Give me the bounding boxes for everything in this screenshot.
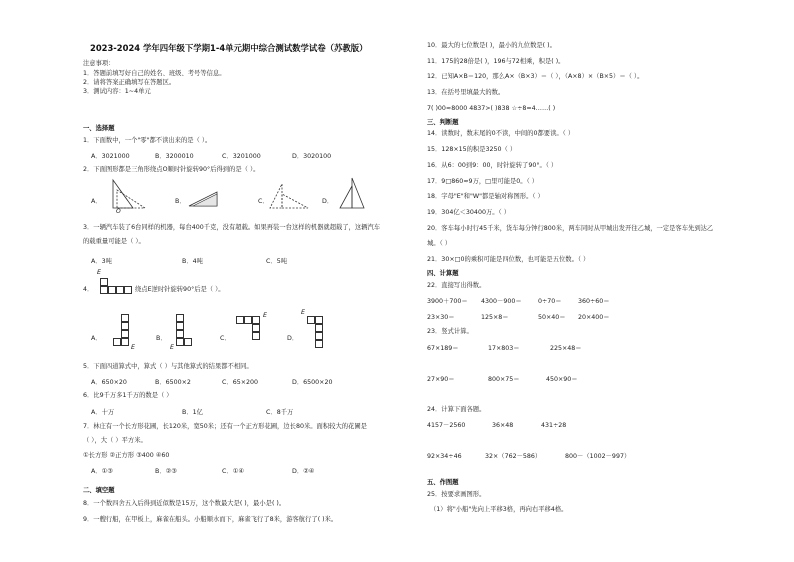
grid-cell xyxy=(100,286,108,294)
question-3-line-1: 3．一辆汽车装了6台同样的机器，每台400千克，没有超载。如果再装一台这样的机器就超载了，这辆汽车 xyxy=(83,224,381,231)
question-7-choices: ①长方形 ②正方形 ③400 ④60 xyxy=(83,452,170,459)
question-25: 25．按要求画图形。 xyxy=(427,491,486,498)
grid-cell xyxy=(176,330,184,338)
q4-option-a-label: A． xyxy=(91,335,102,342)
grid-cell xyxy=(184,338,192,346)
section-heading-fill: 二、填空题 xyxy=(83,487,115,494)
question-8: 8．一个数四舍五入后得到近似数是15万，这个数最大是( )，最小是( )。 xyxy=(83,500,286,507)
section-heading-judge: 三、判断题 xyxy=(427,119,459,126)
q4-option-d-label: D． xyxy=(287,335,299,342)
page-title: 2023-2024 学年四年级下学期1-4单元期中综合测试数学试卷（苏教版） xyxy=(90,43,368,53)
question-23: 23．竖式计算。 xyxy=(427,328,473,335)
q4-c-point-e: E xyxy=(263,312,267,319)
section-heading-calc: 四、计算题 xyxy=(427,270,459,277)
question-22: 22．直接写出得数。 xyxy=(427,282,486,289)
question-4-number: 4． xyxy=(83,286,94,293)
q3-option-b: B．4吨 xyxy=(182,258,203,265)
q3-option-c: C．5吨 xyxy=(266,258,287,265)
question-3-line-2: 的载重量可能是（ ）。 xyxy=(83,238,145,245)
q1-option-d: D．3020100 xyxy=(292,153,332,160)
question-6: 6．比9千万多1千万的数是（ ） xyxy=(83,392,173,399)
q5-option-b: B．6500×2 xyxy=(155,379,191,386)
question-14: 14．读数时，数末尾的0不读，中间的0都要读。（ ） xyxy=(427,130,575,137)
grid-cell xyxy=(176,314,184,322)
q2-option-a-figure xyxy=(103,178,151,216)
question-18: 18．字母"E"和"W"都是轴对称图形。（ ） xyxy=(427,193,544,200)
q23-item: 27×90＝ xyxy=(427,376,455,383)
q1-option-c: C．3201000 xyxy=(222,153,261,160)
grid-cell xyxy=(100,278,108,286)
question-24: 24．计算下面各题。 xyxy=(427,406,486,413)
grid-cell xyxy=(252,332,260,340)
notes-heading: 注意事项： xyxy=(83,60,115,67)
grid-cell xyxy=(315,332,323,340)
question-13: 13．在括号里填最大的数。 xyxy=(427,89,505,96)
question-5: 5．下面四道算式中，算式（ ）与其他算式的结果都不相同。 xyxy=(83,363,253,370)
grid-cell xyxy=(121,330,129,338)
q4-b-point-e: E xyxy=(170,344,174,351)
question-10: 10．最大的七位数是( )，最小的九位数是( )。 xyxy=(427,42,556,49)
q22-item: 23×30＝ xyxy=(427,314,455,321)
section-heading-draw: 五、作图题 xyxy=(427,479,459,486)
q4-a-point-e: E xyxy=(131,344,135,351)
q2-option-b-label: B． xyxy=(175,198,186,205)
grid-cell xyxy=(236,316,244,324)
grid-cell xyxy=(116,286,124,294)
grid-cell xyxy=(252,316,260,324)
q22-item: 125×8＝ xyxy=(481,314,509,321)
q7-option-d: D．②④ xyxy=(292,468,315,475)
grid-cell xyxy=(315,324,323,332)
question-4: 绕点E逆时针旋转90°后是（ ）。 xyxy=(135,286,225,293)
q22-item: 20×400＝ xyxy=(578,314,610,321)
question-25-sub: （1）将"小船"先向上平移3格，再向右平移4格。 xyxy=(430,506,568,513)
question-15: 15．128×15的积是3250（ ） xyxy=(427,146,517,153)
grid-cell xyxy=(121,338,129,346)
q1-option-a: A．3021000 xyxy=(91,153,130,160)
q23-item: 225×48＝ xyxy=(550,345,582,352)
q6-option-c: C．8千万 xyxy=(266,409,294,416)
q2-option-d-label: D． xyxy=(322,198,334,205)
question-9: 9．一艘行船，在甲板上，麻雀在船头。小船顺水而下，麻雀飞行了8米，游客航行了( )米。 xyxy=(83,516,338,523)
q22-item: 360÷60＝ xyxy=(578,298,610,305)
q24-item: 32×（762－586） xyxy=(485,453,542,460)
notes-item: 3．测试内容：1~4单元 xyxy=(83,88,151,95)
q6-option-a: A．十万 xyxy=(91,409,115,416)
q24-item: 4157－2560 xyxy=(427,422,466,429)
q4-option-b-label: B． xyxy=(156,335,167,342)
q22-item: 4300－900＝ xyxy=(481,298,522,305)
grid-cell xyxy=(124,286,132,294)
grid-cell xyxy=(252,324,260,332)
q5-option-c: C．65×200 xyxy=(222,379,259,386)
q24-item: 800－（1002－997） xyxy=(565,453,631,460)
question-11: 11．175的28倍是( )，196与72相乘，积是( )。 xyxy=(427,58,565,65)
q7-option-a: A．①③ xyxy=(91,468,113,475)
q24-item: 92×34÷46 xyxy=(427,453,462,460)
q4-d-point-e: E xyxy=(301,309,305,316)
q2-option-d-figure xyxy=(334,176,370,216)
q2-option-c-figure xyxy=(268,180,314,214)
q24-item: 36×48 xyxy=(492,422,514,429)
q22-item: 3900＋700＝ xyxy=(427,298,468,305)
q24-item: 431÷28 xyxy=(541,422,567,429)
grid-cell xyxy=(108,286,116,294)
q2-point-o: O xyxy=(116,208,121,215)
grid-cell xyxy=(121,314,129,322)
q7-option-c: C．①④ xyxy=(222,468,244,475)
question-16: 16．从6：00到9：00，时针旋转了90°。（ ） xyxy=(427,162,558,169)
q4-option-c-label: C． xyxy=(220,335,231,342)
grid-cell xyxy=(307,316,315,324)
question-20-line-2: 城。（ ） xyxy=(427,240,452,247)
question-12: 12．已知A×B＝120，那么A×（B×3）＝（ ），（A×8）×（B×5）＝（ ）。 xyxy=(427,73,644,80)
question-2: 2．下面图形都是三角形绕点O顺时针旋转90°后得到的是（ ）。 xyxy=(83,166,260,173)
notes-item: 2．请将答案正确填写在答题区。 xyxy=(83,79,176,86)
question-21: 21．30×□0的乘积可能是四位数，也可能是五位数。（ ） xyxy=(427,256,590,263)
section-heading-choice: 一、选择题 xyxy=(83,125,115,132)
grid-cell xyxy=(113,338,121,346)
q2-option-a-label: A． xyxy=(91,198,102,205)
question-13-blanks: 7( )00≈8000 4837>( )838 ☆÷8=4……( ) xyxy=(427,105,556,112)
q2-option-b-figure xyxy=(185,184,225,212)
q2-option-c-label: C． xyxy=(258,198,269,205)
q23-item: 67×189＝ xyxy=(427,345,459,352)
question-1: 1．下面数中，一个"零"都不读出来的是（ ）。 xyxy=(83,137,212,144)
q5-option-d: D．6500×20 xyxy=(292,379,333,386)
question-20-line-1: 20．客车每小时行45千米，货车每分钟行800米，两车同时从甲城出发开往乙城，一定是客车先到达乙 xyxy=(427,225,714,232)
q7-option-b: B．②③ xyxy=(155,468,177,475)
q5-option-a: A．650×20 xyxy=(91,379,127,386)
question-7-line-2: （ ），大（ ）平方米。 xyxy=(83,437,147,444)
question-17: 17．9□860≈9万，□里可能是0。（ ） xyxy=(427,178,539,185)
q1-option-b: B．3200010 xyxy=(155,153,194,160)
q22-item: 50×40＝ xyxy=(538,314,566,321)
q23-item: 17×803＝ xyxy=(488,345,520,352)
q23-item: 450×90＝ xyxy=(546,376,578,383)
grid-cell xyxy=(315,340,323,348)
q22-item: 0÷70＝ xyxy=(538,298,562,305)
grid-cell xyxy=(176,338,184,346)
question-7-line-1: 7．林庄有一个长方形花圃，长120米，宽50米；还有一个正方形花圃，边长80米。面积较大的花圃是 xyxy=(83,423,367,430)
grid-cell xyxy=(176,322,184,330)
q23-item: 800×75＝ xyxy=(488,376,520,383)
grid-cell xyxy=(315,316,323,324)
grid-cell xyxy=(244,316,252,324)
q6-option-b: B．1亿 xyxy=(182,409,203,416)
q4-point-e: E xyxy=(97,269,101,276)
notes-item: 1．答题前填写好自己的姓名、班级、考号等信息。 xyxy=(83,70,226,77)
q3-option-a: A．3吨 xyxy=(91,258,112,265)
grid-cell xyxy=(121,322,129,330)
question-19: 19．304亿＜30400万。（ ） xyxy=(427,209,510,216)
